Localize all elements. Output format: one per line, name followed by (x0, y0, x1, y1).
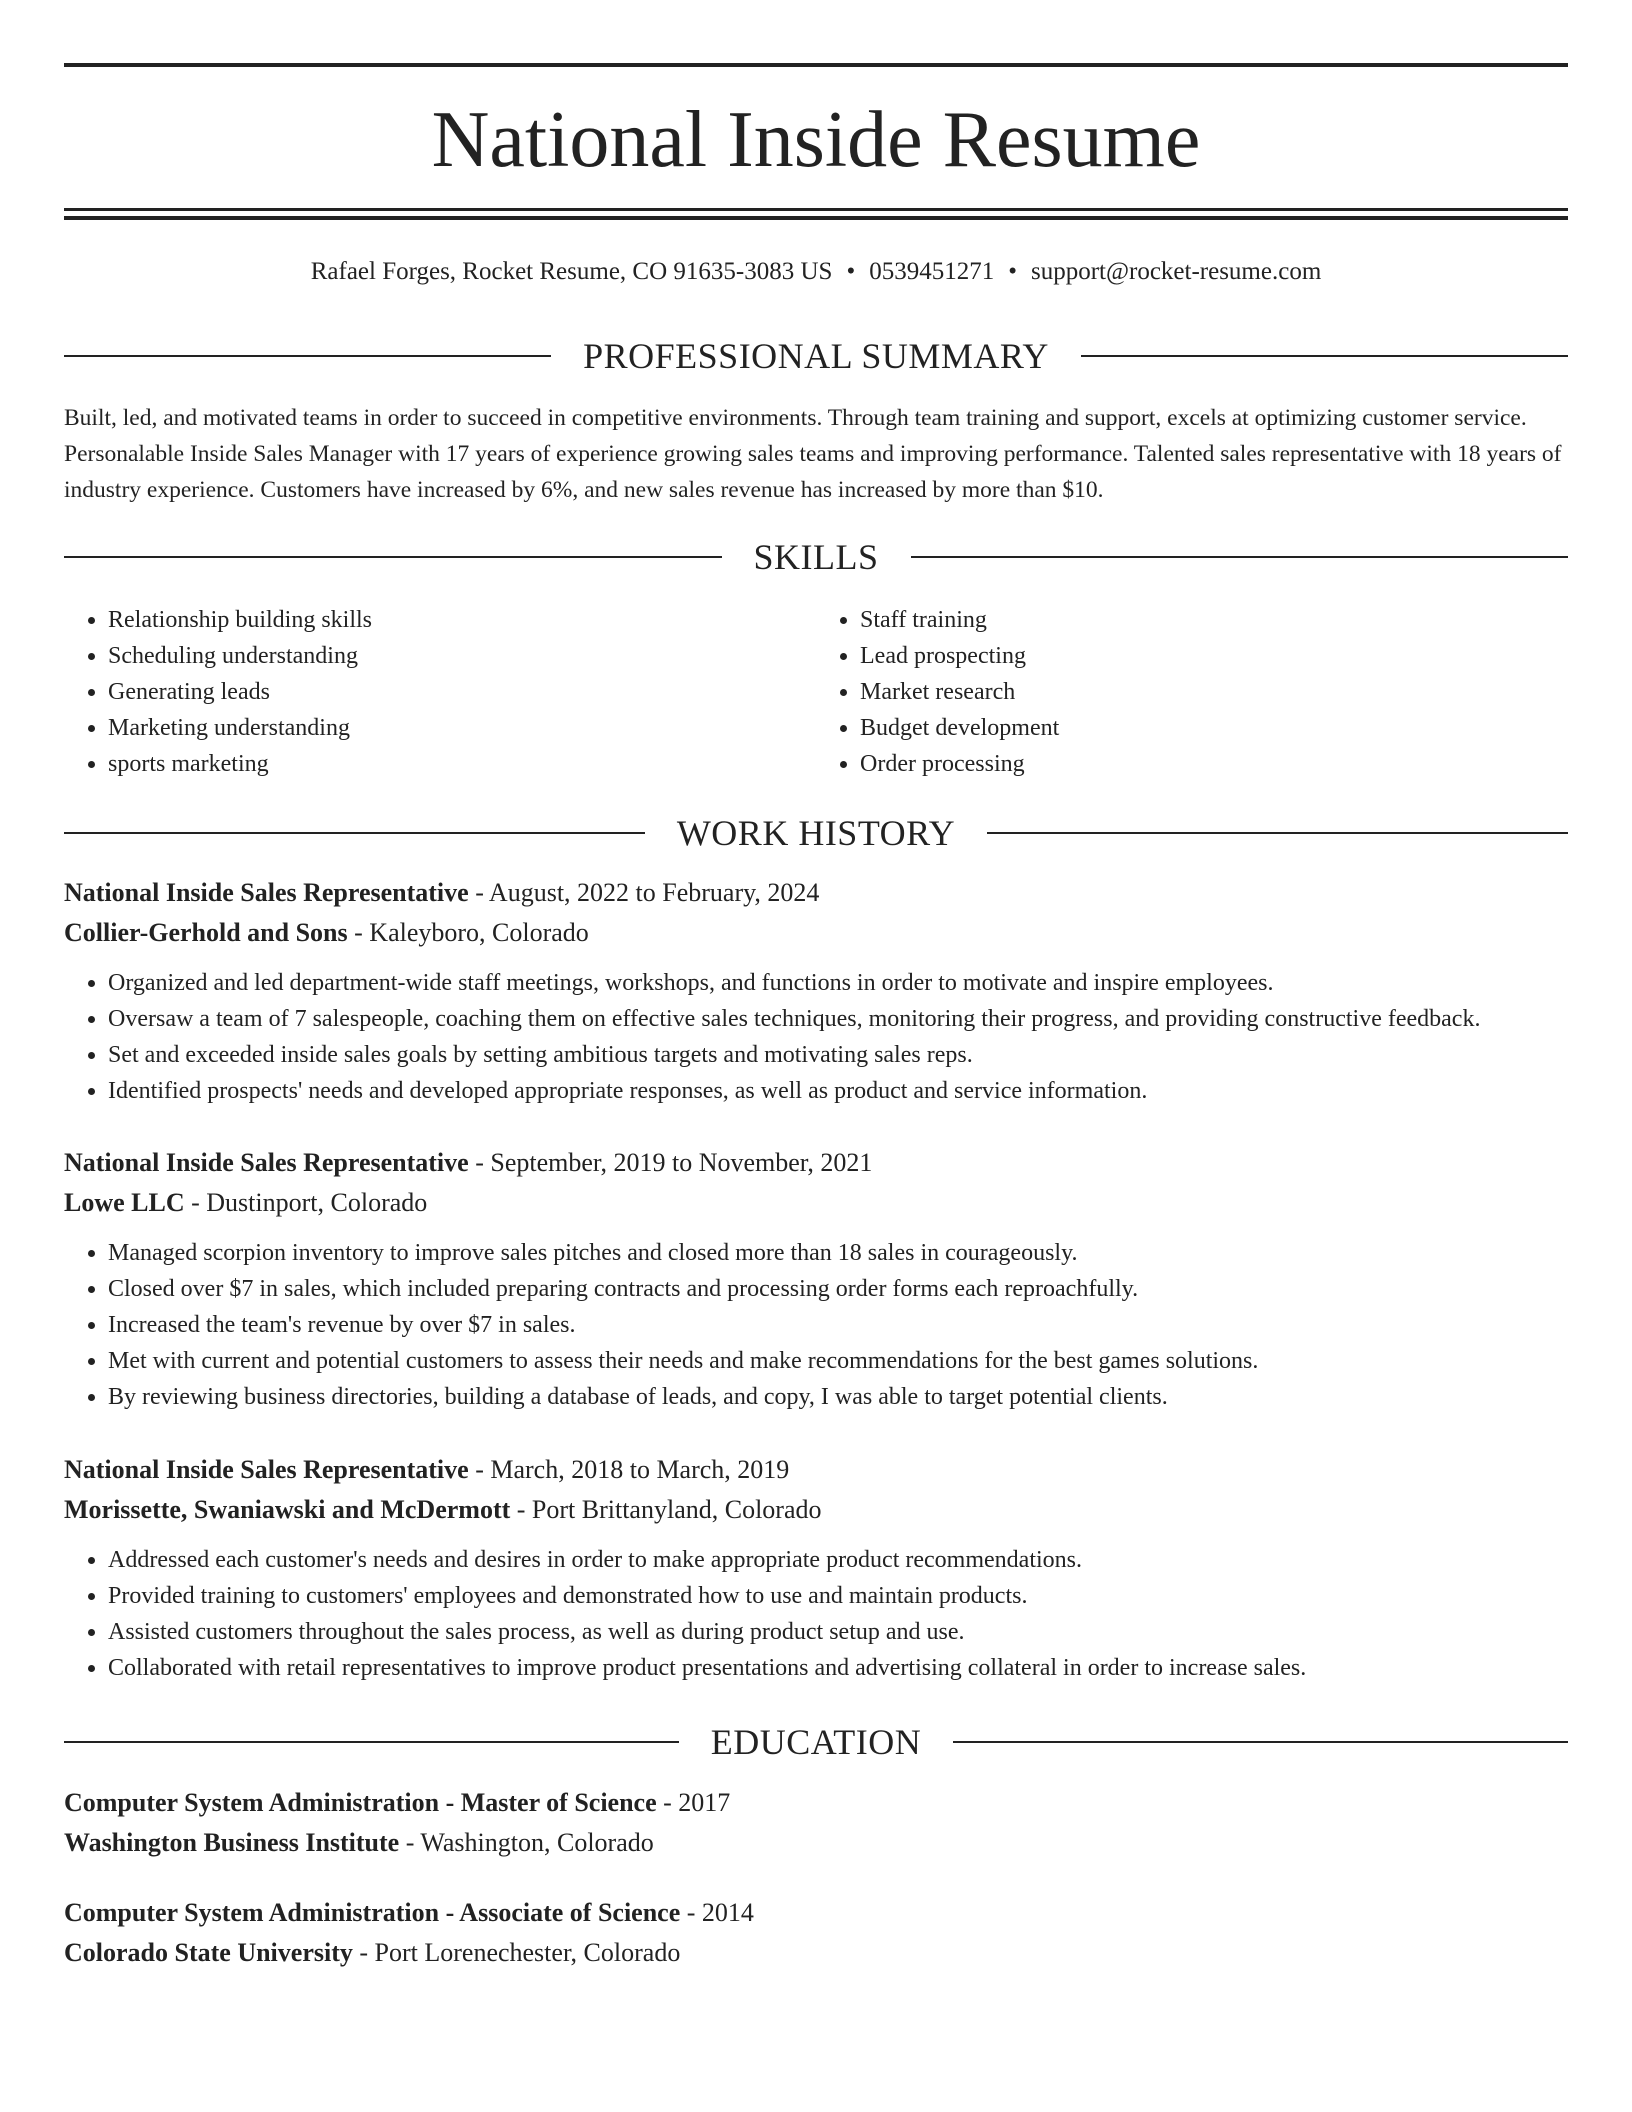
heading-rule-right (911, 556, 1569, 558)
job-entry (64, 873, 1568, 1109)
heading-rule-right (953, 1741, 1568, 1743)
job-bullets (64, 965, 1568, 1109)
heading-rule-left (64, 1741, 679, 1743)
job-bullet: • Identified prospects' needs and developed appropriate responses, as well as product and service information. (108, 1073, 1568, 1109)
job-company: Collier-Gerhold and Sons (64, 918, 348, 947)
skills-heading-label: SKILLS (753, 537, 879, 577)
job-bullets (64, 1235, 1568, 1415)
job-bullet: • Assisted customers throughout the sales process, as well as during product setup and use. (108, 1614, 1568, 1650)
education-year: - 2017 (656, 1788, 731, 1817)
education-degree: Computer System Administration - Associate of Science (64, 1898, 681, 1927)
skill-item: • Budget development (860, 710, 1568, 746)
job-bullet: • Managed scorpion inventory to improve sales pitches and closed more than 18 sales in courageously. (108, 1235, 1568, 1271)
summary-text: Built, led, and motivated teams in order to succeed in competitive environments. Through team training and support, excels at optimizing customer service. Personalable Inside Sales Manager with 17 years of experience growing sales teams and improving performance. Talented sales representative with 18 years of industry experience. Customers have increased by 6%, and new sales revenue has increased by more than $10. (64, 405, 1562, 503)
education-school-line (64, 1933, 1568, 1973)
contact-separator: • (846, 258, 856, 285)
work-history-heading-label: WORK HISTORY (676, 813, 956, 853)
contact-phone: 0539451271 (869, 258, 995, 285)
education-school: Washington Business Institute (64, 1828, 400, 1857)
job-bullet: • Met with current and potential customers to assess their needs and make recommendations for the best games solutions. (108, 1343, 1568, 1379)
skill-item: • Generating leads (108, 674, 816, 710)
job-company-line (64, 1183, 1568, 1223)
skills-list (64, 602, 1568, 782)
skills-column-left (64, 602, 816, 782)
education-heading-label: EDUCATION (710, 1722, 922, 1762)
job-dates: - August, 2022 to February, 2024 (468, 878, 820, 907)
job-dates: - March, 2018 to March, 2019 (468, 1455, 790, 1484)
contact-line (64, 255, 1568, 289)
job-company-line (64, 1490, 1568, 1530)
education-year: - 2014 (680, 1898, 754, 1927)
job-location: - Port Brittanyland, Colorado (510, 1495, 822, 1524)
education-heading (64, 1720, 1568, 1764)
heading-rule-left (64, 832, 645, 834)
job-title-line (64, 1143, 1568, 1183)
job-company-line (64, 913, 1568, 953)
education-school: Colorado State University (64, 1938, 353, 1967)
job-entry (64, 1143, 1568, 1415)
job-bullet: • Set and exceeded inside sales goals by setting ambitious targets and motivating sales reps. (108, 1037, 1568, 1073)
skills-heading (64, 535, 1568, 579)
job-bullet: • Increased the team's revenue by over $7 in sales. (108, 1307, 1568, 1343)
job-title: National Inside Sales Representative (64, 1148, 469, 1177)
summary-heading (64, 334, 1568, 378)
heading-rule-right (987, 832, 1568, 834)
heading-rule-left (64, 556, 722, 558)
skill-item: • Market research (860, 674, 1568, 710)
job-dates: - September, 2019 to November, 2021 (468, 1148, 873, 1177)
job-location: - Kaleyboro, Colorado (347, 918, 589, 947)
contact-address: Rafael Forges, Rocket Resume, CO 91635-3083 US (310, 258, 833, 285)
heading-rule-right (1081, 355, 1568, 357)
skill-item: • Staff training (860, 602, 1568, 638)
title-double-rule (64, 208, 1568, 220)
job-bullet: • Addressed each customer's needs and desires in order to make appropriate product recommendations. (108, 1542, 1568, 1578)
job-title-line (64, 873, 1568, 913)
education-location: - Washington, Colorado (399, 1828, 654, 1857)
job-bullet: • By reviewing business directories, building a database of leads, and copy, I was able to target potential clients. (108, 1379, 1568, 1415)
education-school-line (64, 1823, 1568, 1863)
contact-email: support@rocket-resume.com (1030, 258, 1322, 285)
skills-column-right (816, 602, 1568, 782)
education-degree-line (64, 1893, 1568, 1933)
job-title-line (64, 1450, 1568, 1490)
summary-heading-label: PROFESSIONAL SUMMARY (583, 336, 1049, 376)
job-location: - Dustinport, Colorado (184, 1188, 428, 1217)
job-company: Morissette, Swaniawski and McDermott (64, 1495, 511, 1524)
job-bullet: • Provided training to customers' employees and demonstrated how to use and maintain products. (108, 1578, 1568, 1614)
job-company: Lowe LLC (64, 1188, 185, 1217)
education-entry (64, 1893, 1568, 1973)
heading-rule-left (64, 355, 551, 357)
contact-separator: • (1008, 258, 1017, 285)
resume-title: National Inside Resume (431, 96, 1201, 184)
job-entry (64, 1450, 1568, 1686)
skill-item: • Marketing understanding (108, 710, 816, 746)
education-degree: Computer System Administration - Master of Science (64, 1788, 657, 1817)
skill-item: • Relationship building skills (108, 602, 816, 638)
top-rule (64, 63, 1568, 67)
job-title: National Inside Sales Representative (64, 878, 469, 907)
job-title: National Inside Sales Representative (64, 1455, 469, 1484)
skill-item: • Lead prospecting (860, 638, 1568, 674)
skill-item: • Order processing (860, 746, 1568, 782)
education-entry (64, 1783, 1568, 1863)
job-bullet: • Closed over $7 in sales, which included preparing contracts and processing order forms each reproachfully. (108, 1271, 1568, 1307)
education-degree-line (64, 1783, 1568, 1823)
job-bullets (64, 1542, 1568, 1686)
job-bullet: • Organized and led department-wide staff meetings, workshops, and functions in order to motivate and inspire employees. (108, 965, 1568, 1001)
job-bullet: • Oversaw a team of 7 salespeople, coaching them on effective sales techniques, monitoring their progress, and providing constructive feedback. (108, 1001, 1568, 1037)
skill-item: • sports marketing (108, 746, 816, 782)
skill-item: • Scheduling understanding (108, 638, 816, 674)
work-history-heading (64, 811, 1568, 855)
education-location: - Port Lorenechester, Colorado (352, 1938, 681, 1967)
job-bullet: • Collaborated with retail representatives to improve product presentations and advertising collateral in order to increase sales. (108, 1650, 1568, 1686)
